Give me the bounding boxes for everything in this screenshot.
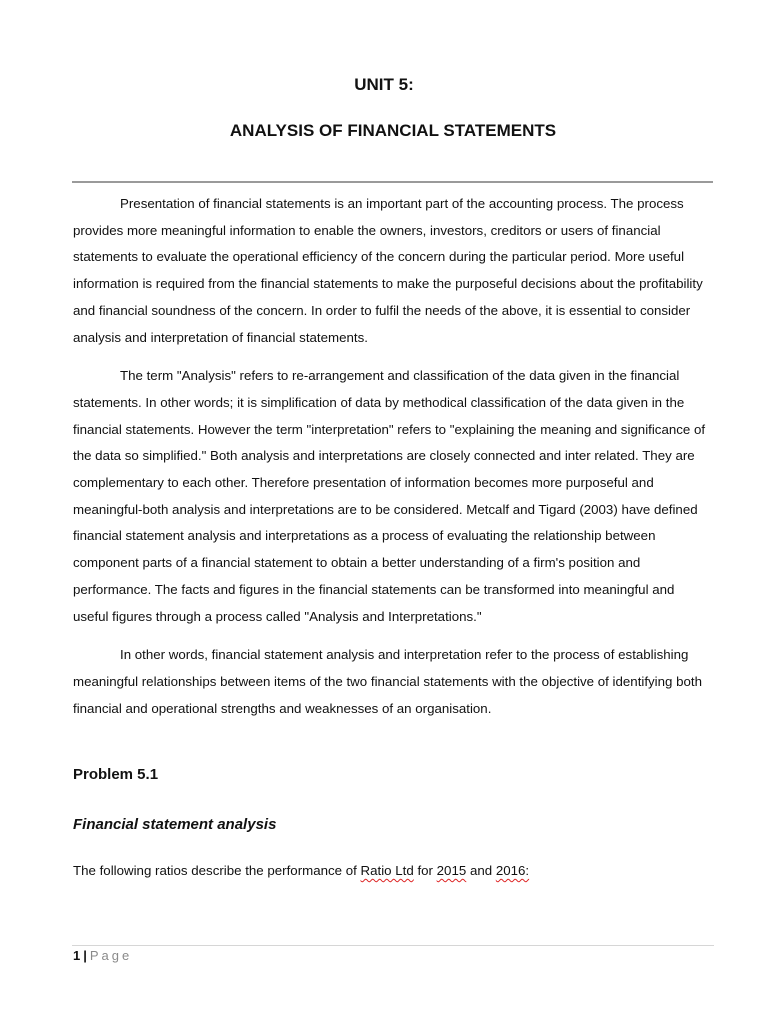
intro-and: and bbox=[466, 863, 496, 878]
footer-separator: | bbox=[83, 948, 87, 963]
body-text bbox=[73, 191, 713, 734]
section-subheading: Financial statement analysis bbox=[73, 816, 277, 833]
intro-for: for bbox=[413, 863, 437, 878]
page-number: 1 bbox=[73, 948, 81, 963]
paragraph-1: Presentation of financial statements is an important part of the accounting process. The process provides more meaningful information to enable the owners, investors, creditors or users of financial statements to evaluate the operational efficiency of the concern during the particular period. More useful information is required from the financial statements to make the purposeful decisions about the profitability and financial soundness of the concern. In order to fulfil the needs of the above, it is essential to consider analysis and interpretation of financial statements. bbox=[73, 196, 703, 345]
document-title: ANALYSIS OF FINANCIAL STATEMENTS bbox=[229, 121, 557, 140]
paragraph-3: In other words, financial statement analysis and interpretation refer to the process of establishing meaningful relationships between items of the two financial statements with the objective of identifying both financial and operational strengths and weaknesses of an organisation. bbox=[73, 647, 703, 716]
company-name: Ratio Ltd bbox=[360, 863, 414, 878]
problem-intro bbox=[73, 860, 529, 882]
unit-title: UNIT 5: bbox=[354, 75, 414, 94]
page-label: Page bbox=[89, 948, 133, 963]
title-divider bbox=[72, 181, 713, 183]
year-2015: 2015 bbox=[436, 863, 467, 878]
intro-prefix: The following ratios describe the performance of bbox=[73, 863, 361, 878]
page-footer bbox=[73, 947, 132, 965]
paragraph-2: The term "Analysis" refers to re-arrangement and classification of the data given in the financial statements. In other words; it is simplification of data by methodical classification of the data given in the financial statements. However the term "interpretation" refers to "explaining the meaning and significance of the data so simplified." Both analysis and interpretations are closely connected and inter related. They are complementary to each other. Therefore presentation of information becomes more purposeful and meaningful-both analysis and interpretations are to be considered. Metcalf and Tigard (2003) have defined financial statement analysis and interpretations as a process of evaluating the relationship between component parts of a financial statement to obtain a better understanding of a firm's position and performance. The facts and figures in the financial statements can be transformed into meaningful and useful figures through a process called "Analysis and Interpretations." bbox=[73, 368, 706, 624]
footer-divider bbox=[72, 945, 714, 946]
problem-heading: Problem 5.1 bbox=[73, 766, 159, 783]
year-2016: 2016: bbox=[495, 863, 530, 878]
